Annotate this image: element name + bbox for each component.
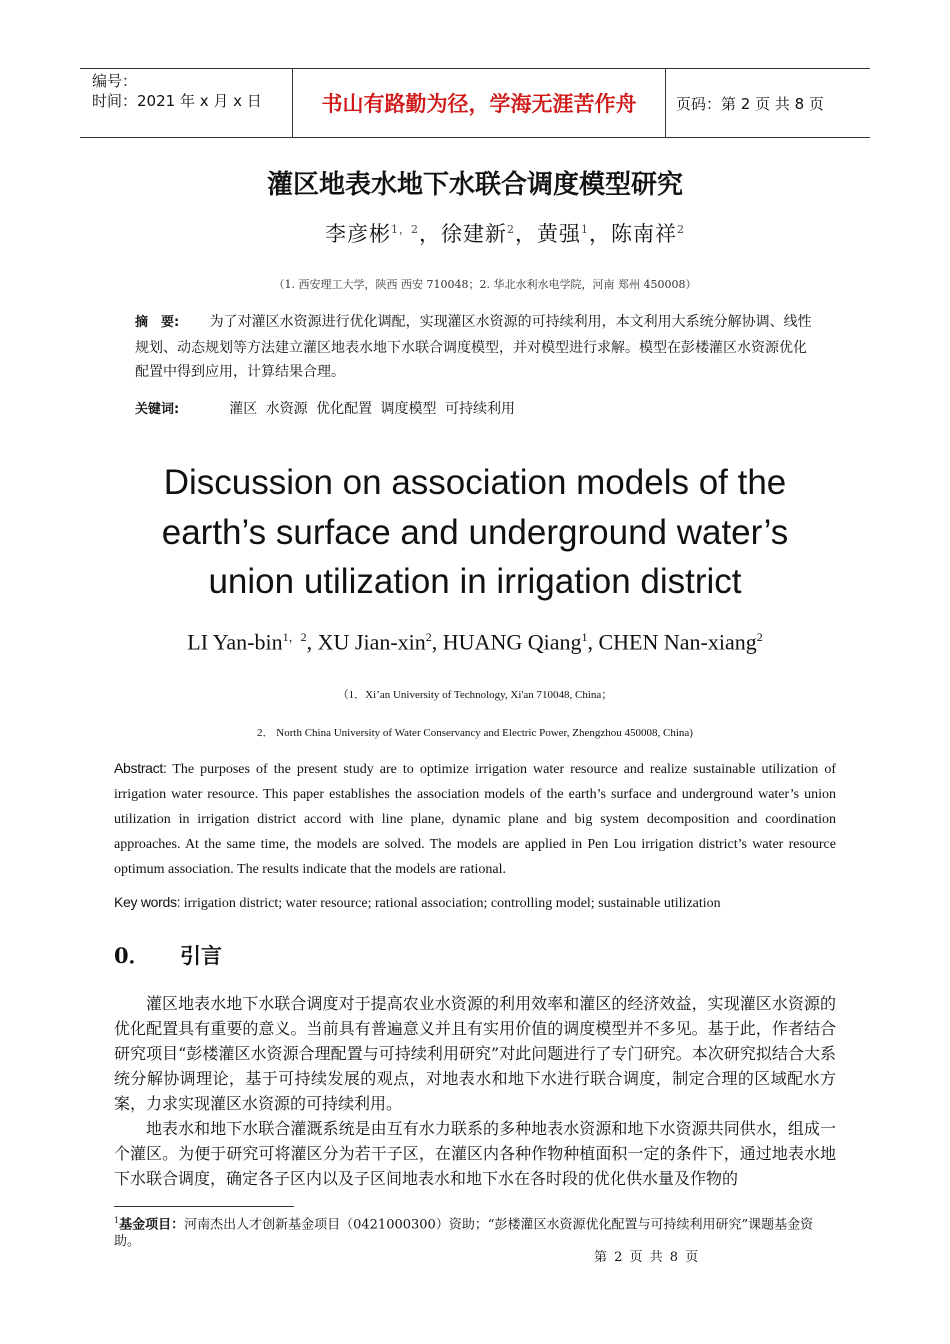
affiliations-cn: （1. 西安理工大学，陕西 西安 710048；2. 华北水利水电学院，河南 郑州 450008） (273, 278, 697, 291)
body-paragraph: 地表水和地下水联合灌溉系统是由互有水力联系的多种地表水资源和地下水资源共同供水，组成一个灌区。为便于研究可将灌区分为若干子区，在灌区内各种作物种植面积一定的条件下，通过地表水地下水联合调度，确定各子区内以及子区间地表水和地下水在各时段的优化供水量及作物的 (114, 1119, 836, 1188)
author-cn: 陈南祥 (611, 222, 677, 246)
title-en (0, 458, 950, 607)
title-en-line: earth’s surface and underground water’s (161, 512, 789, 552)
author-sup: 1 (581, 223, 589, 236)
keywords-cn-label: 关键词: (135, 402, 180, 417)
footnote-label: 基金项目： (119, 1217, 185, 1233)
section-number: 0． (114, 943, 150, 968)
keywords-cn-text: 灌区 水资源 优化配置 调度模型 可持续利用 (229, 401, 516, 417)
author-sup: 2 (677, 223, 685, 236)
footnote-text: 河南杰出人才创新基金项目（0421000300）资助；“彭楼灌区水资源优化配置与可持续利用研究”课题基金资助。 (114, 1217, 814, 1250)
author-cn: 李彦彬 (325, 222, 391, 246)
keywords-en-label: Key words: (114, 894, 181, 910)
header-page-info: 页码：第 2 页 共 8 页 (676, 94, 824, 113)
author-sup: 1，2 (391, 223, 419, 236)
author-sup: 2 (507, 223, 515, 236)
author-sup: 2 (425, 630, 432, 644)
author-en: CHEN Nan-xiang (598, 629, 757, 655)
header-meta (80, 69, 292, 137)
title-en-line: Discussion on association models of the (163, 463, 787, 502)
abstract-en-text: The purposes of the present study are to optimize irrigation water resource and realize sustainable utilization of irrigation water resource. This paper establishes the association models of the earth’s surface and underground water’s union utilization in irrigation district accord with line plane, dynamic plane and big system decomposition and coordination approaches. At the same time, the models are solved. The models are applied in Pen Lou irrigation district’s water resource optimum association. The results indicate that the models are rational. (114, 762, 836, 877)
author-sup: 2 (756, 630, 763, 644)
abstract-en-label: Abstract: (114, 760, 167, 776)
author-en: HUANG Qiang (442, 629, 582, 655)
abstract-en (114, 756, 836, 882)
author-cn: 徐建新 (441, 222, 507, 246)
header-motto: 书山有路勤为径，学海无涯苦作舟 (292, 69, 666, 137)
author-sup: 1 (581, 630, 588, 644)
author-cn: 黄强 (537, 222, 581, 246)
footnote-mark: 1 (114, 1216, 120, 1225)
keywords-en (114, 894, 721, 912)
body-paragraph: 灌区地表水地下水联合调度对于提高农业水资源的利用效率和灌区的经济效益，实现灌区水资源的优化配置具有重要的意义。当前具有普遍意义并且有实用价值的调度模型并不多见。基于此，作者结合研究项目“彭楼灌区水资源合理配置与可持续利用研究”对此问题进行了专门研究。本次研究拟结合大系统分解协调理论，基于可持续发展的观点，对地表水和地下水进行联合调度，制定合理的区域配水方案，力求实现灌区水资源的可持续利用。 (114, 994, 836, 1113)
body-text (114, 991, 836, 1191)
section-heading (114, 940, 222, 970)
header-number: 编号： (92, 72, 138, 90)
page-footer: 第 2 页 共 8 页 (594, 1250, 699, 1265)
abstract-cn-text: 为了对灌区水资源进行优化调配，实现灌区水资源的可持续利用，本文利用大系统分解协调、线性规划、动态规划等方法建立灌区地表水地下水联合调度模型，并对模型进行求解。模型在彭楼灌区水资源优化配置中得到应用，计算结果合理。 (135, 314, 812, 380)
authors-cn: 李彦彬$^{1,2}$，徐建新$^2$，黄强$^1$，陈南祥$^2$ (325, 222, 685, 246)
title-en-line: union utilization in irrigation district (208, 562, 742, 601)
author-sup: 1，2 (282, 630, 307, 644)
footnote (114, 1212, 839, 1250)
abstract-cn-label: 摘 要: (135, 315, 180, 330)
affiliation-en-2: 2． North China University of Water Conservancy and Electric Power, Zhengzhou 450008, China) (257, 727, 693, 739)
title-cn: 灌区地表水地下水联合调度模型研究 (266, 170, 683, 200)
footnote-divider (114, 1206, 294, 1207)
page-header (80, 68, 870, 138)
affiliation-en-1: （1．Xi’an University of Technology, Xi'an 710048, China； (337, 689, 613, 701)
authors-en: LI Yan-bin$^{1,2}$, XU Jian-xin$^2$, HUANG Qiang$^1$, CHEN Nan-xiang$^2$ (187, 629, 763, 655)
abstract-cn (135, 310, 815, 385)
author-en: LI Yan-bin (187, 629, 283, 655)
keywords-cn (135, 398, 515, 418)
section-title: 引言 (180, 943, 222, 968)
author-en: XU Jian-xin (317, 629, 426, 655)
keywords-en-text: irrigation district; water resource; rational association; controlling model; sustainable utilization (180, 896, 721, 911)
header-date: 时间：2021 年 x 月 x 日 (92, 92, 262, 110)
